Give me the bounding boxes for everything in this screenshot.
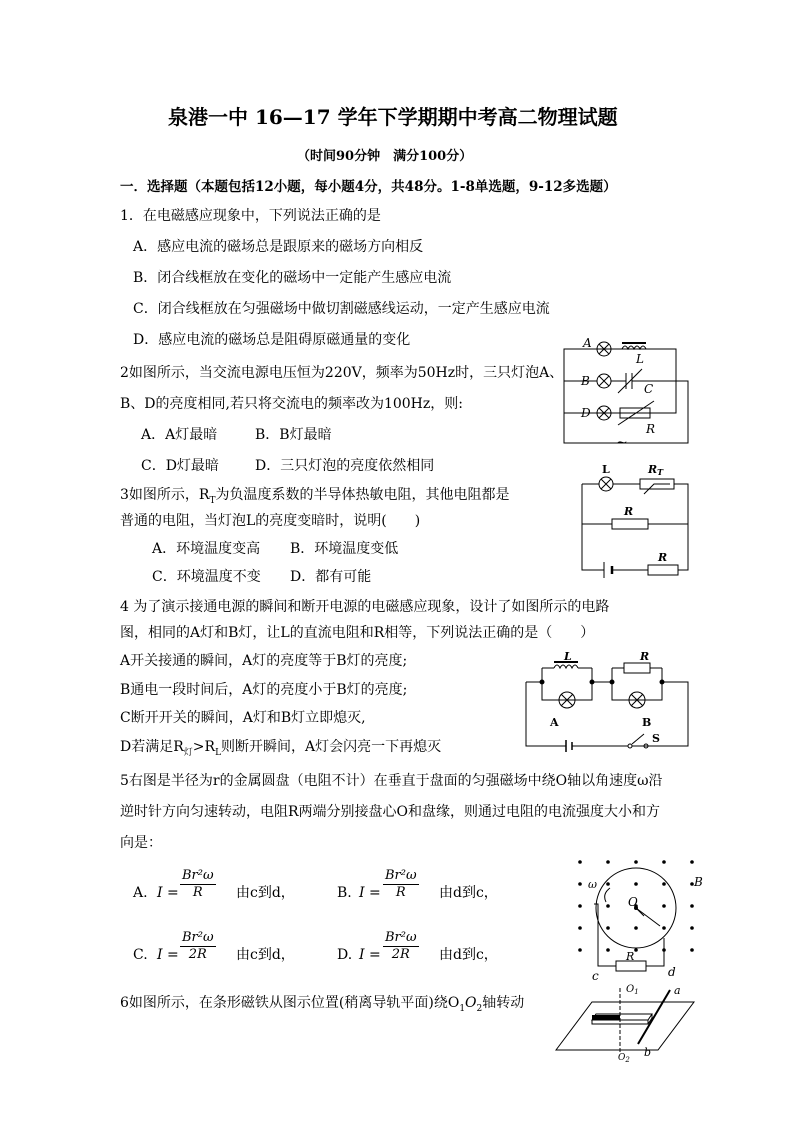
q6-label-o1-sub: 1 [634, 988, 639, 996]
q6-line1 [120, 994, 524, 1018]
q4-label-a: A [550, 716, 559, 729]
q3-option-c: C．环境温度不变 [152, 569, 261, 585]
q5-a-denominator: R [192, 885, 203, 900]
q6-label-o2-sub: 2 [625, 1056, 630, 1064]
field-dot [690, 904, 694, 908]
q6-label-o1 [626, 984, 639, 996]
q5-label-b: B [694, 875, 703, 889]
q2-label-b: B [581, 374, 590, 388]
field-dot [634, 926, 638, 930]
q2-label-r: R [646, 422, 656, 436]
q5-option-d-direction: 由d到c， [439, 947, 498, 963]
q4-d-sub1: 灯 [183, 747, 193, 758]
field-dot [690, 926, 694, 930]
q4-d-part1: D若满足R [120, 739, 184, 755]
q3-label-rt [647, 463, 664, 477]
q4-label-r: R [640, 650, 650, 663]
q5-d-denominator: 2R [391, 947, 410, 962]
q1-option-d: D．感应电流的磁场总是阻碍原磁通量的变化 [133, 332, 411, 348]
q5-option-a-label: A. [133, 885, 148, 901]
q5-option-a-fraction [180, 868, 216, 901]
field-dot [662, 860, 666, 864]
q4-label-l: L [564, 650, 572, 663]
q2-label-d: D [581, 406, 591, 420]
q1-option-c: C．闭合线框放在匀强磁场中做切割磁感线运动，一定产生感应电流 [133, 301, 550, 317]
page-title: 泉港一中 16—17 学年下学期期中考高二物理试题 [168, 105, 618, 129]
q5-d-numerator: Br²ω [385, 930, 417, 945]
q5-b-numerator: Br²ω [385, 868, 417, 883]
q5-label-omega: ω [588, 878, 597, 891]
q3-option-b: B．环境温度变低 [290, 541, 399, 557]
q4-option-d [120, 738, 441, 762]
q6-tail: 轴转动 [482, 995, 525, 1011]
field-dot [578, 904, 582, 908]
q5-a-numerator: Br²ω [182, 868, 214, 883]
q2-label-a: A [583, 336, 592, 350]
q6-line1-a: 6如图所示，在条形磁铁从图示位置(稍离导轨平面)绕O [120, 995, 460, 1011]
field-dot [662, 904, 666, 908]
q4-option-b: B通电一段时间后，A灯的亮度小于B灯的亮度; [120, 682, 408, 698]
q4-d-part2: >R [192, 739, 216, 755]
q2-option-a: A．A灯最暗 [141, 427, 218, 443]
field-dot [606, 926, 610, 930]
q3-option-d: D．都有可能 [290, 569, 372, 585]
q4-line1: 4 为了演示接通电源的瞬间和断开电源的电磁感应现象，设计了如图所示的电路 [120, 599, 610, 615]
q2-option-d: D．三只灯泡的亮度依然相同 [255, 458, 435, 474]
q1-option-a: A．感应电流的磁场总是跟原来的磁场方向相反 [133, 239, 424, 255]
q3-option-a: A．环境温度变高 [152, 541, 261, 557]
q6-label-b: b [644, 1046, 652, 1059]
q5-option-c-label: C. [133, 947, 148, 963]
field-dot [662, 882, 666, 886]
q5-line3: 向是： [120, 835, 162, 851]
field-dot [634, 948, 638, 952]
q3-label-r2: R [658, 551, 668, 564]
q6-sub1: 1 [459, 1003, 466, 1014]
q3-line1-a: 3如图所示，R [120, 487, 210, 503]
q6-label-a: a [674, 984, 681, 997]
q6-mid: O [465, 995, 477, 1011]
exam-subtitle: （时间90分钟 满分100分） [297, 149, 473, 164]
q2-line2: B、D的亮度相同,若只将交流电的频率改为100Hz，则: [120, 396, 463, 412]
q4-d-part3: 则断开瞬间，A灯会闪亮一下再熄灭 [221, 739, 442, 755]
q2-line1: 2如图所示，当交流电源电压恒为220V，频率为50Hz时，三只灯泡A、 [120, 365, 564, 381]
q1-stem: 1．在电磁感应现象中，下列说法正确的是 [120, 208, 381, 224]
q5-label-c: c [592, 969, 599, 983]
q5-option-a-direction: 由c到d， [236, 885, 295, 901]
field-dot [606, 948, 610, 952]
q6-magnet-pole [592, 1015, 620, 1020]
q2-label-l: L [636, 352, 644, 366]
q5-option-c-fraction [180, 930, 216, 963]
q4-d-sub2: L [215, 747, 222, 758]
q5-option-b-label: B. [337, 885, 352, 901]
q5-option-a-i: I = [157, 885, 179, 901]
q5-option-b-fraction [383, 868, 419, 901]
q1-option-b: B．闭合线框放在变化的磁场中一定能产生感应电流 [133, 270, 452, 286]
field-dot [690, 948, 694, 952]
q3-label-rt-sub: T [657, 467, 664, 477]
section-heading: 一．选择题（本题包括12小题，每小题4分，共48分。1-8单选题，9-12多选题） [120, 179, 617, 195]
q4-option-c: C断开开关的瞬间，A灯和B灯立即熄灭, [120, 710, 366, 726]
q5-c-numerator: Br²ω [182, 930, 214, 945]
q4-label-b: B [642, 716, 652, 729]
q2-option-c: C．D灯最暗 [141, 458, 219, 474]
field-dot [606, 860, 610, 864]
q5-option-b-direction: 由d到c， [439, 885, 498, 901]
q6-label-o2-o: O [618, 1053, 626, 1063]
q5-line2: 逆时针方向匀速转动，电阻R两端分别接盘心O和盘缘，则通过电阻的电流强度大小和方 [120, 804, 661, 820]
q5-option-c-direction: 由c到d， [236, 947, 295, 963]
q6-label-o2 [618, 1053, 630, 1064]
q5-option-b-i: I = [359, 885, 381, 901]
q2-ac-source-icon: ~ [616, 435, 628, 451]
q2-option-b: B．B灯最暗 [255, 427, 332, 443]
q4-circuit-diagram [520, 650, 700, 750]
q5-option-c-i: I = [157, 947, 179, 963]
q3-line1 [120, 486, 509, 510]
field-dot [606, 904, 610, 908]
field-dot [578, 926, 582, 930]
q5-b-denominator: R [395, 885, 406, 900]
field-dot [634, 882, 638, 886]
q5-c-denominator: 2R [188, 947, 207, 962]
q4-line2: 图，相同的A灯和B灯，让L的直流电阻和R相等，下列说法正确的是（ ） [120, 625, 595, 641]
q5-line1: 5右图是半径为r的金属圆盘（电阻不计）在垂直于盘面的匀强磁场中绕O轴以角速度ω沿 [120, 773, 663, 789]
q5-rotating-disc-diagram [570, 856, 710, 982]
q3-label-rt-r: R [648, 463, 658, 476]
q5-option-d-i: I = [359, 947, 381, 963]
field-dot [634, 860, 638, 864]
q6-magnet-rail-diagram [552, 984, 698, 1064]
q5-label-r: R [626, 950, 635, 963]
q5-label-o: O [628, 895, 638, 909]
field-dot [578, 860, 582, 864]
q3-line1-sub: T [209, 495, 216, 506]
q2-label-c: C [644, 382, 654, 396]
q5-label-d: d [668, 965, 676, 979]
q3-label-r1: R [624, 505, 634, 518]
q6-sub2: 2 [476, 1003, 483, 1014]
q3-circuit-diagram [578, 462, 690, 580]
q6-label-o1-o: O [626, 984, 635, 995]
q4-label-s: S [652, 732, 660, 745]
field-dot [690, 860, 694, 864]
field-dot [606, 882, 610, 886]
q3-line2: 普通的电阻，当灯泡L的亮度变暗时，说明( ) [120, 513, 421, 529]
q4-option-a: A开关接通的瞬间，A灯的亮度等于B灯的亮度; [120, 653, 408, 669]
q2-circuit-diagram [560, 335, 700, 451]
q3-line1-b: 为负温度系数的半导体热敏电阻，其他电阻都是 [215, 487, 510, 503]
field-dot [662, 926, 666, 930]
q5-option-d-label: D. [337, 947, 353, 963]
q3-label-l: L [602, 463, 610, 476]
q5-option-d-fraction [383, 930, 419, 963]
field-dot [578, 948, 582, 952]
field-dot [578, 882, 582, 886]
